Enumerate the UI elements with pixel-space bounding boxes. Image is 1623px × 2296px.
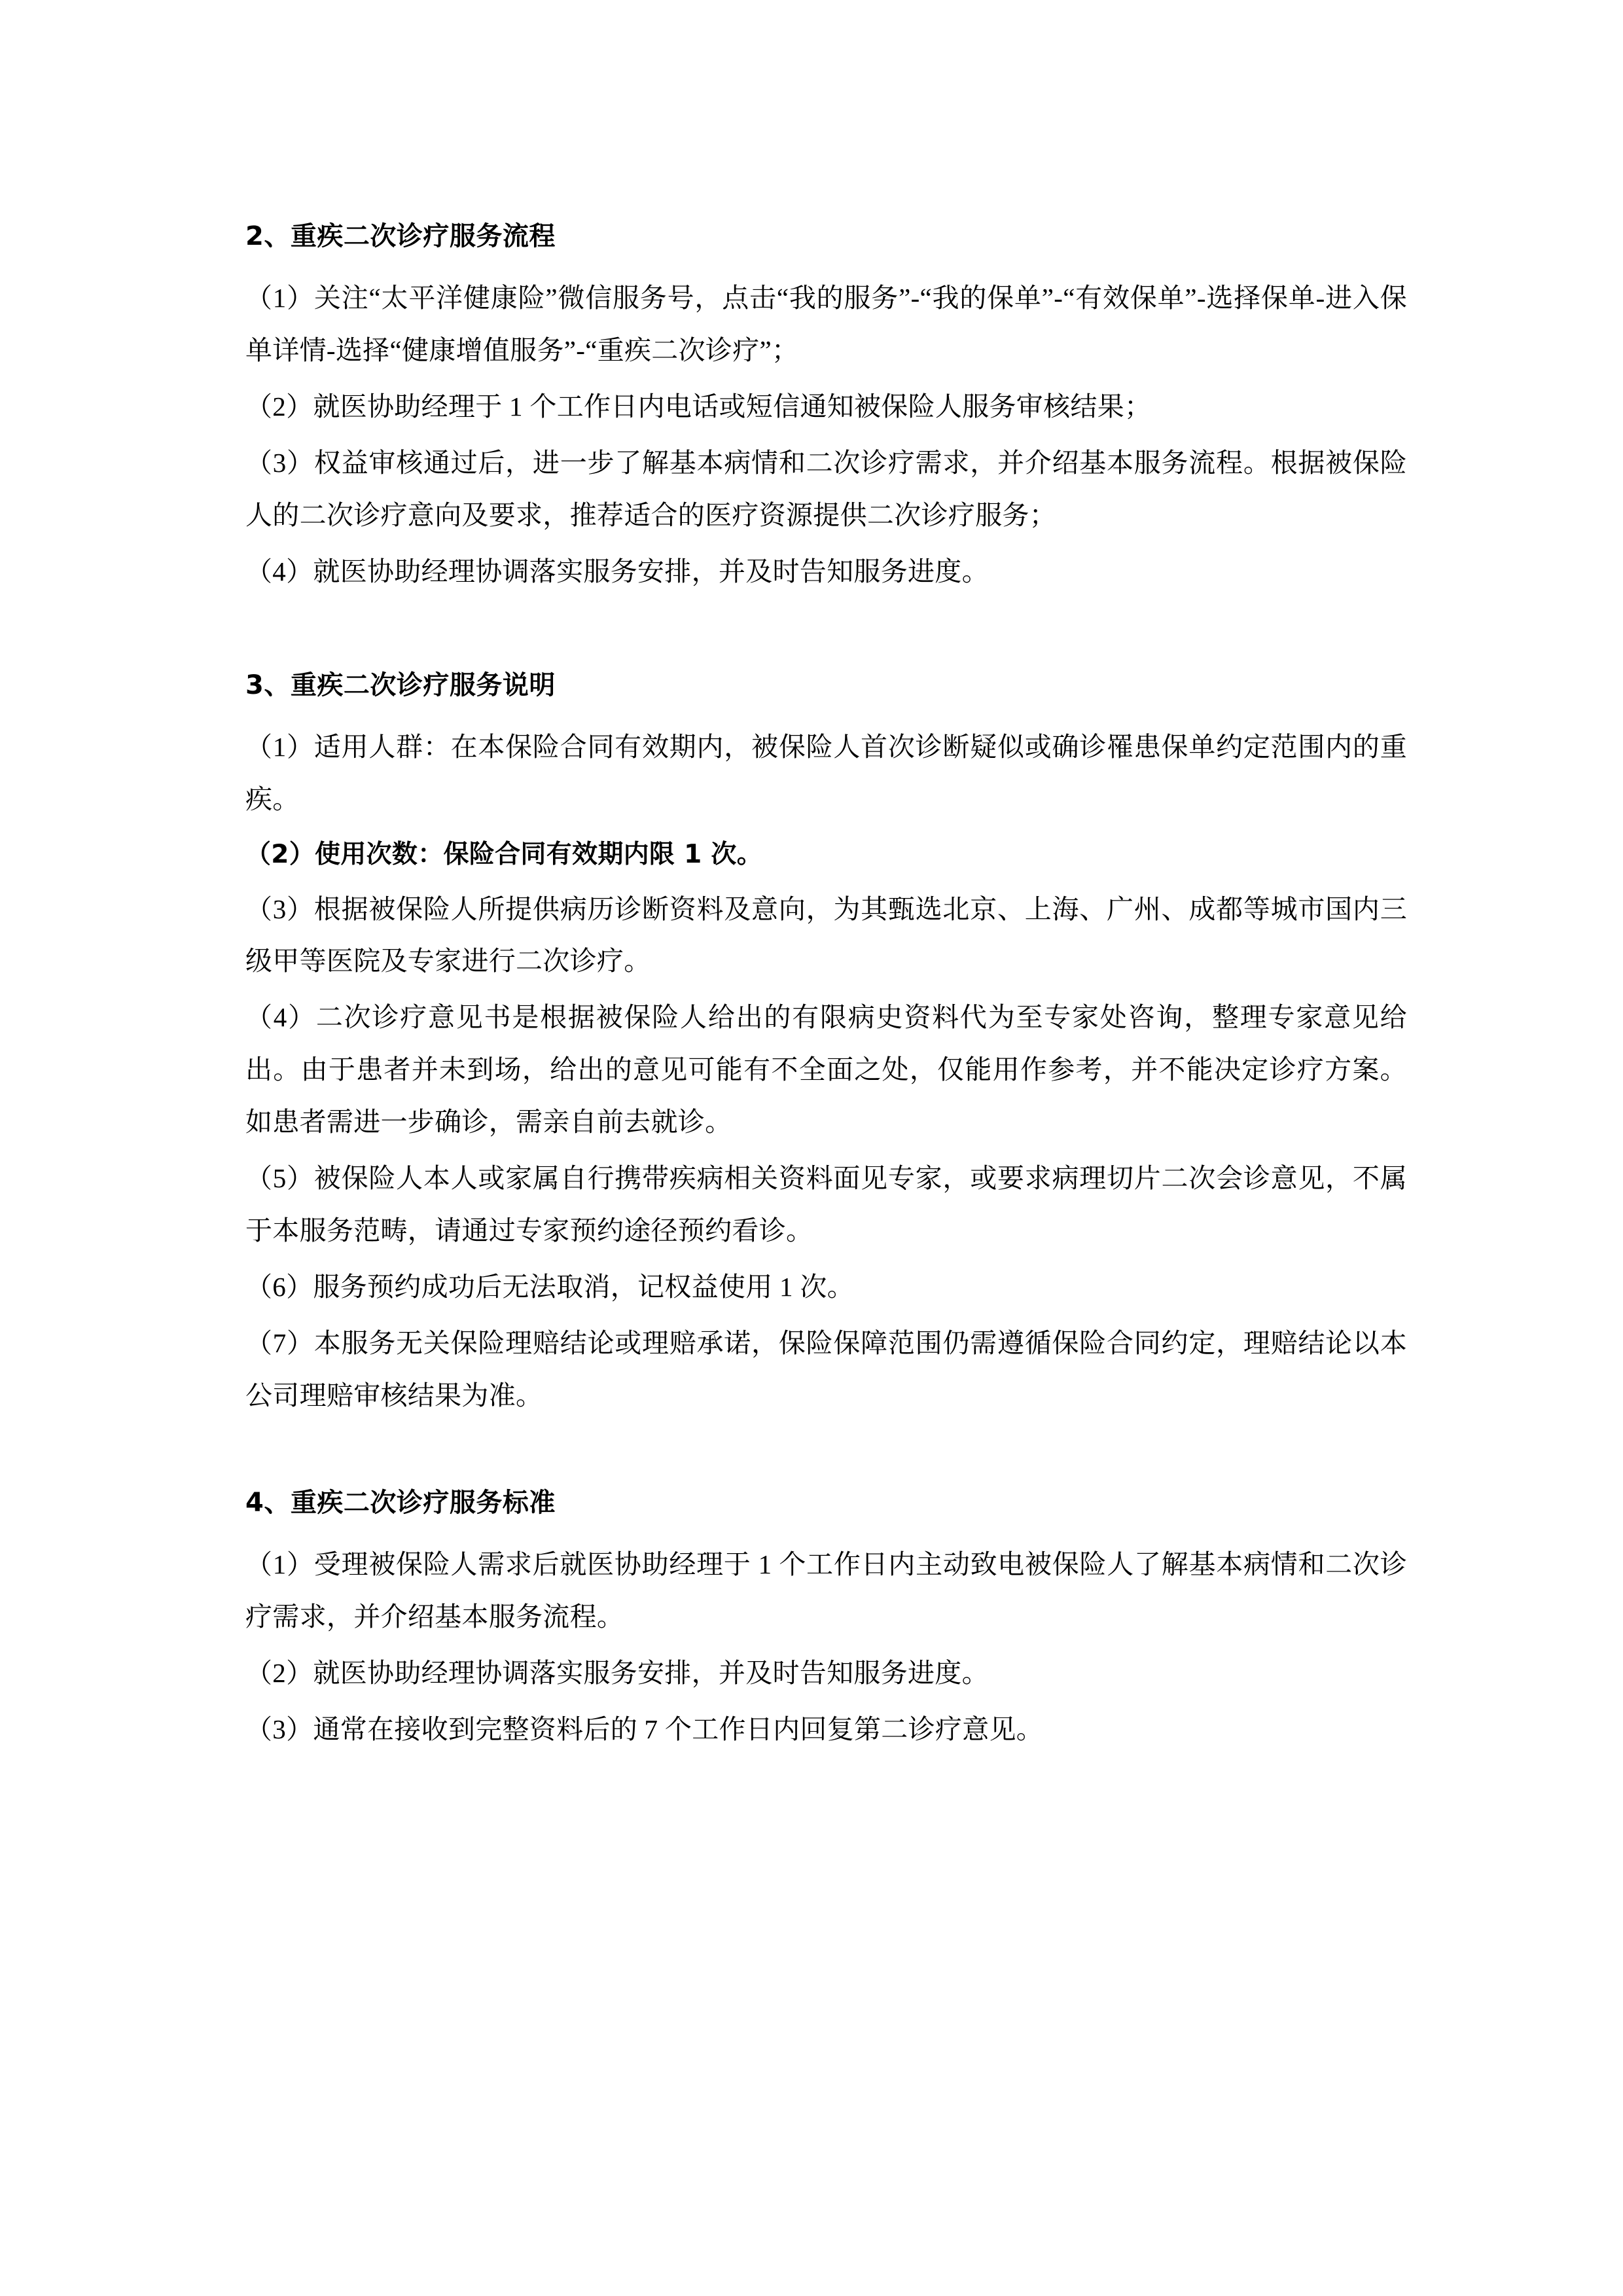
paragraph: （1）关注“太平洋健康险”微信服务号，点击“我的服务”-“我的保单”-“有效保单”-选择保单-进入保单详情-选择“健康增值服务”-“重疾二次诊疗”； <box>245 283 1407 365</box>
paragraph: （1）适用人群：在本保险合同有效期内，被保险人首次诊断疑似或确诊罹患保单约定范围内的重疾。 <box>245 731 1407 814</box>
section-service-standard <box>245 1482 1407 1756</box>
section-service-process <box>245 216 1407 598</box>
section-service-description <box>245 665 1407 1422</box>
section-spacer <box>245 1426 1407 1482</box>
paragraph: （4）二次诊疗意见书是根据被保险人给出的有限病史资料代为至专家处咨询，整理专家意见给出。由于患者并未到场，给出的意见可能有不全面之处，仅能用作参考，并不能决定诊疗方案。如患者需进一步确诊，需亲自前去就诊。 <box>245 1002 1407 1138</box>
section-spacer <box>245 602 1407 665</box>
paragraph: （1）受理被保险人需求后就医协助经理于 1 个工作日内主动致电被保险人了解基本病情和二次诊疗需求，并介绍基本服务流程。 <box>245 1549 1407 1632</box>
section-heading: 4、重疾二次诊疗服务标准 <box>245 1487 556 1518</box>
paragraph: （6）服务预约成功后无法取消，记权益使用 1 次。 <box>245 1272 854 1302</box>
paragraph: （3）通常在接收到完整资料后的 7 个工作日内回复第二诊疗意见。 <box>245 1713 1044 1744</box>
paragraph: （3）根据被保险人所提供病历诊断资料及意向，为其甄选北京、上海、广州、成都等城市国内三级甲等医院及专家进行二次诊疗。 <box>245 893 1407 977</box>
section-heading: 3、重疾二次诊疗服务说明 <box>245 670 556 700</box>
paragraph: （2）使用次数：保险合同有效期内限 1 次。 <box>245 839 763 869</box>
paragraph: （2）就医协助经理于 1 个工作日内电话或短信通知被保险人服务审核结果； <box>245 391 1152 422</box>
paragraph: （2）就医协助经理协调落实服务安排，并及时告知服务进度。 <box>245 1657 989 1688</box>
paragraph: （4）就医协助经理协调落实服务安排，并及时告知服务进度。 <box>245 556 989 586</box>
section-heading: 2、重疾二次诊疗服务流程 <box>245 221 556 251</box>
paragraph: （3）权益审核通过后，进一步了解基本病情和二次诊疗需求，并介绍基本服务流程。根据被保险人的二次诊疗意向及要求，推荐适合的医疗资源提供二次诊疗服务； <box>245 447 1407 530</box>
paragraph: （5）被保险人本人或家属自行携带疾病相关资料面见专家，或要求病理切片二次会诊意见，不属于本服务范畴，请通过专家预约途径预约看诊。 <box>245 1163 1407 1246</box>
paragraph: （7）本服务无关保险理赔结论或理赔承诺，保险保障范围仍需遵循保险合同约定，理赔结论以本公司理赔审核结果为准。 <box>245 1328 1407 1410</box>
